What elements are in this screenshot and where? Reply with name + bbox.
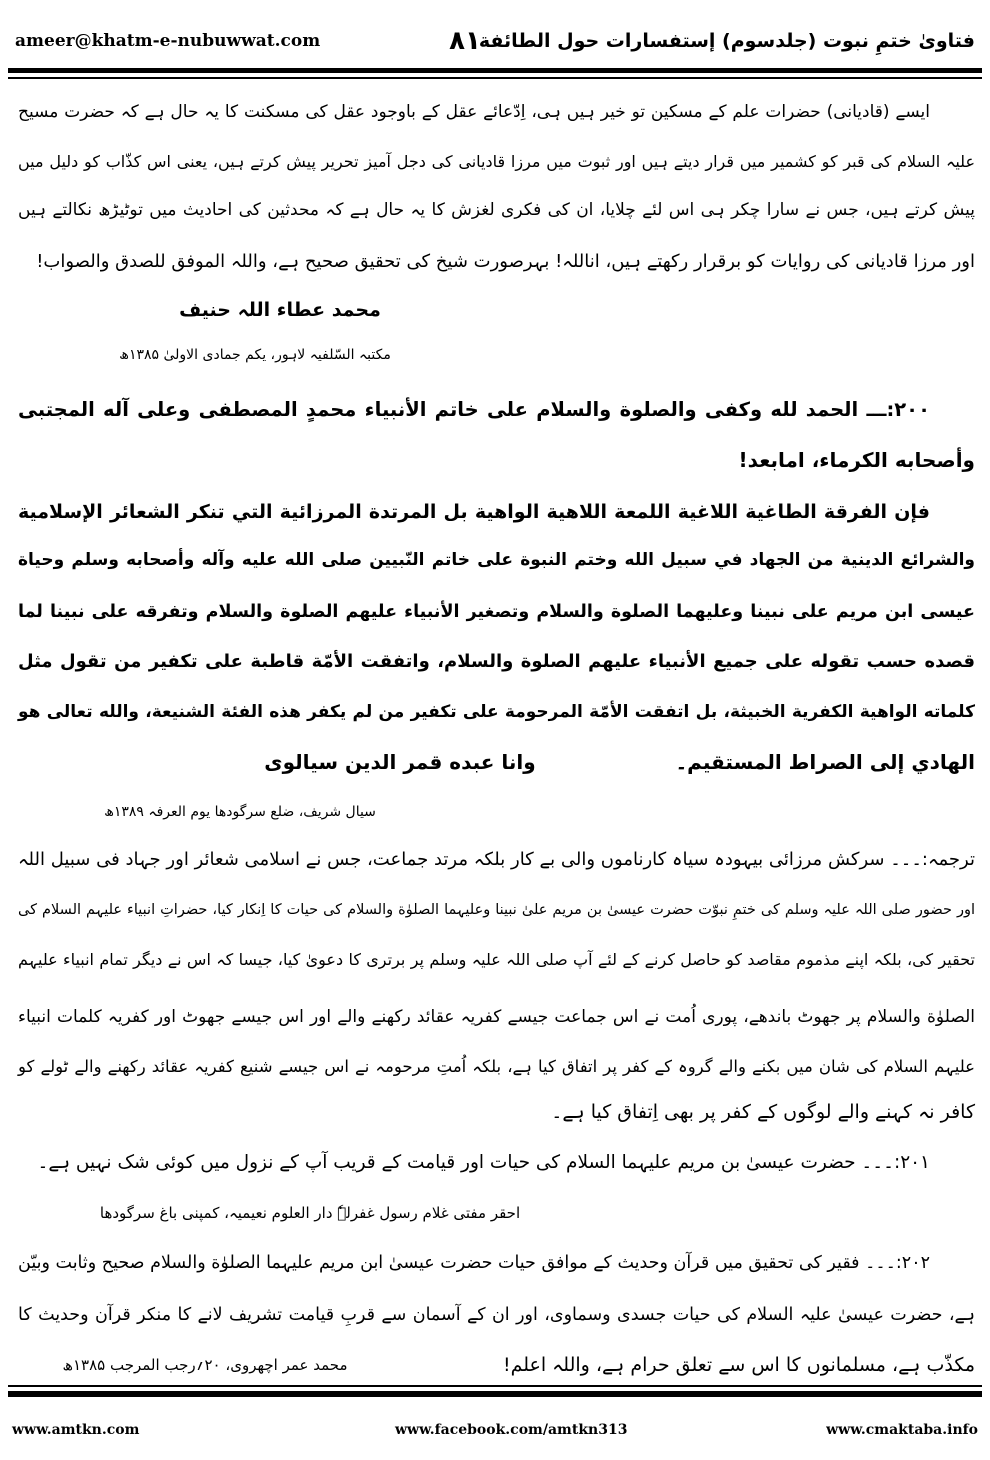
fatwa-202-line: ہے، حضرت عیسیٰ علیہ السلام کی حیات جسدی وسماوی، اور ان کے آسمان سے قربِ قیامت تشریف لانے کا منکر قرآن وحدیث کا (18, 1305, 975, 1325)
fatwa-200-line: كلماته الواهية الكفرية الخبيثة، بل اتفقت الأمّة المرحومة على تكفير من لم يكفر هذه الفئة الشنيعة، والله تعالى هو (18, 702, 975, 722)
fatwa-202-line: ۲۰۲:۔۔۔ فقیر کی تحقیق میں قرآن وحدیث کے موافق حیات حضرت عیسیٰ ابن مریم علیہما الصلوٰة والسلام صحیح وثابت وبیّن (18, 1253, 930, 1273)
fatwa-201-line: ۲۰۱:۔۔۔ حضرت عیسیٰ بن مریم علیہما السلام کی حیات اور قیامت کے قریب آپ کے نزول میں کوئی شک نہیں ہے۔ (37, 1152, 930, 1173)
place-date: مکتبہ السّلفیہ لاہور، یکم جمادی الاولیٰ ۱۳۸۵ھ (119, 347, 391, 363)
fatwa-202-line: مکذّب ہے، مسلمانوں کا اس سے تعلق حرام ہے، واللہ اعلم! (502, 1354, 975, 1376)
translation-line: علیہم السلام کی شان میں بکنے والے گروہ کے کفر پر اتفاق کیا ہے، بلکہ اُمتِ مرحومہ نے اس جیسے شنیع کفریہ عقائد رکھنے والے ٹولے کو (18, 1057, 975, 1076)
header-rule-thick (8, 68, 982, 73)
translation-line: کافر نہ کہنے والے لوگوں کے کفر پر بھی اِتفاق کیا ہے۔ (551, 1101, 975, 1123)
page-number: ۸۱ (449, 26, 481, 56)
header-rule-thin (8, 77, 982, 79)
fatwa-200-line: وأصحابه الكرماء، امابعد! (738, 448, 975, 472)
paragraph-line: اور مرزا قادیانی کی روایات کو برقرار رکھتے ہیں، اناللہ! بہرصورت شیخ کی تحقیق صحیح ہے، واللہ الموفق للصدق والصواب! (36, 251, 975, 272)
translation-line: الصلوٰة والسلام پر جھوٹ باندھے، پوری اُمت نے اس جماعت جیسے کفریہ عقائد رکھنے والے اور اس جیسے جھوٹ اور کفریہ کلمات انبیاء (18, 1007, 975, 1027)
paragraph-line: علیہ السلام کی قبر کو کشمیر میں قرار دیتے ہیں اور ثبوت میں مرزا قادیانی کی دجل آمیز تحریر پیش کرتے ہیں، یعنی اس کذّاب کو دلیل میں (18, 152, 975, 171)
footer-link-amtkn[interactable]: www.amtkn.com (12, 1422, 140, 1438)
footer-link-cmaktaba[interactable]: www.cmaktaba.info (826, 1422, 978, 1438)
footer-rule-thin (8, 1385, 982, 1387)
paragraph-line: ایسے (قادیانی) حضرات علم کے مسکین تو خیر ہیں ہی، اِدّعائے عقل کے باوجود عقل کی مسکنت کا یہ حال ہے کہ حضرت مسیح (18, 102, 930, 122)
book-title: فتاویٰ ختمِ نبوت (جلدسوم) إستفسارات حول الطائفة (478, 30, 975, 52)
fatwa-200-line: الهادي إلى الصراط المستقيم۔ (675, 750, 975, 774)
fatwa-200-line: والشرائع الدينية من الجهاد في سبيل الله وختم النبوة على خاتم النّبيين صلى الله عليه وآله وأصحابه وسلم وحياة (18, 550, 975, 570)
fatwa-200-line: ۲۰۰:ـــ الحمد لله وكفى والصلوة والسلام على خاتم الأنبياء محمدٍ المصطفى وعلى آله المجتبى (18, 398, 930, 421)
fatwa-200-line: قصده حسب تقوله على جميع الأنبياء عليهم الصلوة والسلام، واتفقت الأمّة قاطبة على تكفير من تقول مثل (18, 651, 975, 672)
translation-line: ترجمہ:۔۔۔ سرکش مرزائی بیہودہ سیاہ کارناموں والی بے کار بلکہ مرتد جماعت، جس نے اسلامی شعائر اور جہاد فی سبیل اللہ (18, 849, 975, 870)
signature: وانا عبده قمر الدين سيالوى (264, 750, 536, 774)
translation-line: اور حضور صلی اللہ علیہ وسلم کی ختمِ نبوّت حضرت عیسیٰ بن مریم علیٰ نبینا وعلیہما الصلوٰة والسلام کی حیات کا اِنکار کیا، حضراتِ انبیاء علیہم السلام کی (18, 902, 975, 918)
signature: محمد عمر اچھروی، ۲۰؍رجب المرجب ۱۳۸۵ھ (62, 1356, 348, 1374)
fatwa-200-line: فإن الفرقة الطاغية اللاغية اللمعة اللاهية الواهية بل المرتدة المرزائية التي تنكر الشعائر الإسلامية (18, 501, 930, 523)
header-email: ameer@khatm-e-nubuwwat.com (15, 31, 321, 51)
fatwa-200-line: عيسى ابن مريم على نبينا وعليهما الصلوة والسلام وتصغير الأنبياء عليهم الصلوة والسلام وتفرقه على نبينا لما (18, 602, 975, 622)
translation-line: تحقیر کی، بلکہ اپنے مذموم مقاصد کو حاصل کرنے کے لئے آپ صلی اللہ علیہ وسلم پر برتری کا دعویٰ کیا، جیسا کہ اس نے دیگر تمام انبیاء علیہم (18, 950, 975, 969)
signature: محمد عطاء اللہ حنیف (179, 299, 381, 321)
place-date: سیال شریف، ضلع سرگودھا یوم العرفہ ۱۳۸۹ھ (104, 804, 376, 820)
signature: احقر مفتی غلام رسول غفرلہٗ دار العلوم نعیمیہ، کمپنی باغ سرگودھا (99, 1204, 521, 1222)
paragraph-line: پیش کرتے ہیں، جس نے سارا چکر ہی اس لئے چلایا، ان کی فکری لغزش کا یہ حال ہے کہ محدثین کی احادیث میں توٹیڑھ نکالتے ہیں (18, 200, 975, 220)
footer-rule-thick (8, 1391, 982, 1397)
footer-link-facebook[interactable]: www.facebook.com/amtkn313 (395, 1422, 628, 1438)
